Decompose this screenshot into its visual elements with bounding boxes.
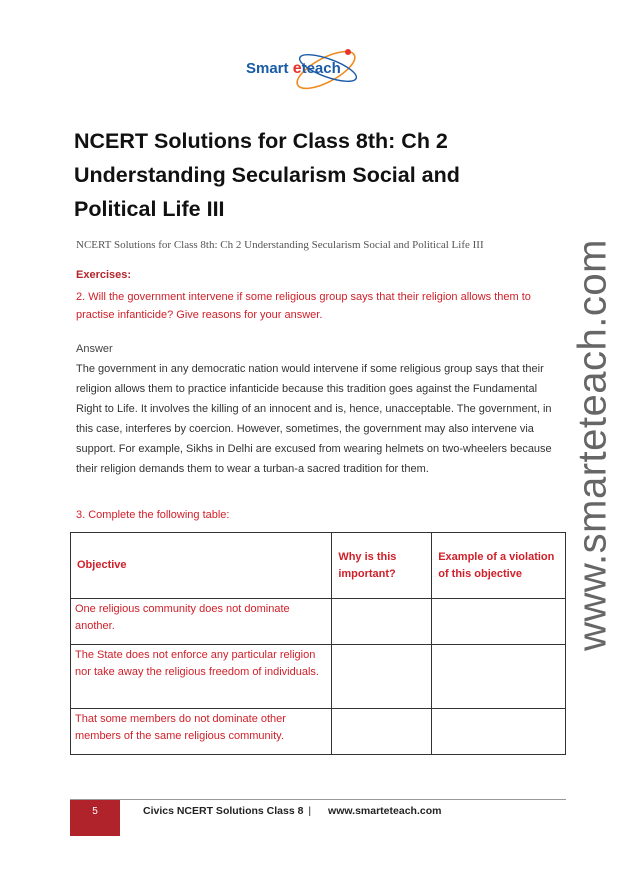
table-row: [71, 599, 566, 645]
footer-divider: [70, 799, 566, 800]
page-subtitle: NCERT Solutions for Class 8th: Ch 2 Understanding Secularism Social and Political Life III: [76, 239, 484, 251]
footer-website-link[interactable]: www.smarteteach.com: [328, 805, 442, 817]
header-objective: Objective: [71, 533, 332, 599]
smarteteach-logo: [238, 38, 378, 98]
why-cell[interactable]: [332, 599, 432, 645]
table-header-row: [71, 533, 566, 599]
page-number: 5: [92, 806, 98, 817]
side-url-text: www.smarteteach.com: [570, 239, 615, 651]
question-2: 2. Will the government intervene if some religious group says that their religion allows them to practise infanticide? Give reasons for your answer.: [76, 291, 531, 321]
logo-wordmark: Smart eteach: [246, 60, 341, 77]
header-why-important: Why is this important?: [332, 533, 432, 599]
objectives-table: [70, 532, 566, 755]
footer-text: [143, 805, 441, 817]
objective-cell: That some members do not dominate other members of the same religious community.: [71, 709, 332, 755]
table-row: [71, 709, 566, 755]
footer-book-title: Civics NCERT Solutions Class 8: [143, 805, 304, 817]
why-cell[interactable]: [332, 709, 432, 755]
question-3: 3. Complete the following table:: [76, 509, 230, 521]
side-website-watermark: [558, 195, 628, 695]
header-violation-example: Example of a violation of this objective: [432, 533, 566, 599]
objective-cell: One religious community does not dominate another.: [71, 599, 332, 645]
footer-separator: |: [308, 805, 312, 817]
objective-cell: The State does not enforce any particular religion nor take away the religious freedom of individuals.: [71, 645, 332, 709]
page-title: NCERT Solutions for Class 8th: Ch 2 Understanding Secularism Social and Political Life III: [74, 129, 460, 221]
answer-text: The government in any democratic nation would intervene if some religious group says that their religion allows them to practice infanticide because this tradition goes against the Fundamental Right to Life. It involves the killing of an innocent and is, hence, unacceptable. The government, in this case, interferes by coercion. However, sometimes, the government may also intervene via support. For example, Sikhs in Delhi are excused from wearing helmets on two-wheelers because their religion demands them to wear a turban-a sacred tradition for them.: [76, 363, 552, 475]
example-cell[interactable]: [432, 709, 566, 755]
exercises-label: Exercises:: [76, 269, 132, 281]
example-cell[interactable]: [432, 645, 566, 709]
table-row: [71, 645, 566, 709]
answer-label: Answer: [76, 343, 113, 355]
why-cell[interactable]: [332, 645, 432, 709]
example-cell[interactable]: [432, 599, 566, 645]
